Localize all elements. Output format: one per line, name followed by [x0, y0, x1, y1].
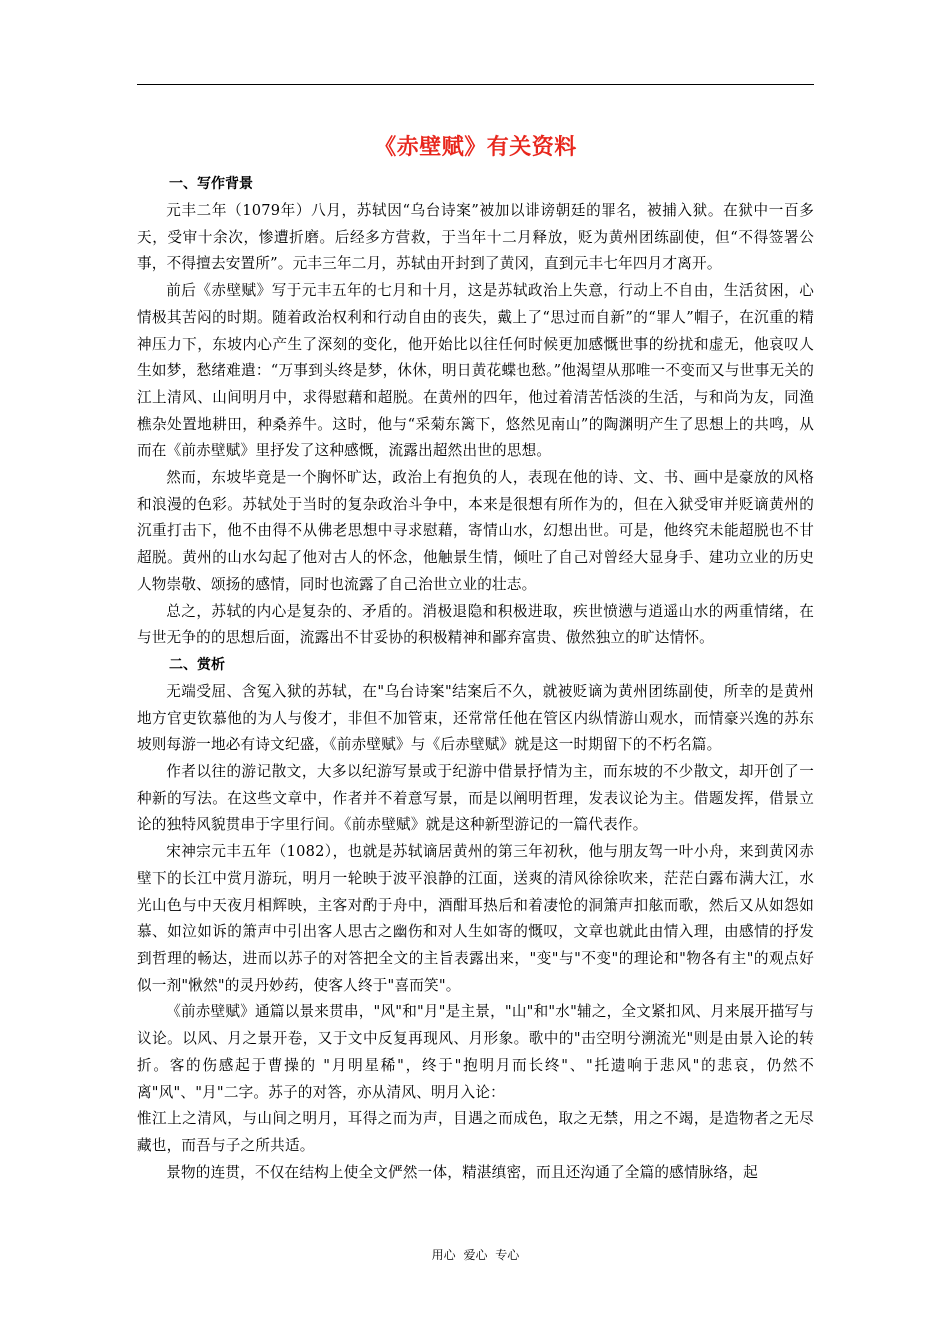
paragraph-background-3: 然而，东坡毕竟是一个胸怀旷达，政治上有抱负的人，表现在他的诗、文、书、画中是豪放的风格和浪漫的色彩。苏轼处于当时的复杂政治斗争中，本来是很想有所作为的，但在入狱受审并贬谪黄州的沉重打击下，他不由得不从佛老思想中寻求慰藉，寄情山水，幻想出世。可是，他终究未能超脱也不甘超脱。黄州的山水勾起了他对古人的怀念，他触景生情，倾吐了自己对曾经大显身手、建功立业的历史人物崇敬、颂扬的感情，同时也流露了自己治世立业的壮志。: [137, 469, 814, 593]
paragraph-background-4: 总之，苏轼的内心是复杂的、矛盾的。消极退隐和积极进取，疾世愤懑与逍遥山水的两重情绪，在与世无争的的思想后面，流露出不甘妥协的积极精神和鄙弃富贵、傲然独立的旷达情怀。: [137, 602, 814, 647]
paragraph-appreciation-4: 《前赤壁赋》通篇以景来贯串，"风"和"月"是主景，"山"和"水"辅之，全文紧扣风、月来展开描写与议论。以风、月之景开卷，又于文中反复再现风、月形象。歌中的"击空明兮溯流光"则是由景入论的转折。客的伤感起于曹操的 "月明星稀"，终于"抱明月而长终"、"托遗响于悲风"的悲哀，仍然不离"风"、"月"二字。苏子的对答，亦从清风、明月入论：: [137, 1003, 814, 1101]
paragraph-background-2: 前后《赤壁赋》写于元丰五年的七月和十月，这是苏轼政治上失意，行动上不自由，生活贫困，心情极其苦闷的时期。随着政治权利和行动自由的丧失，戴上了“思过而自新”的“罪人”帽子，在沉重的精神压力下，东坡内心产生了深刻的变化，他开始比以往任何时候更加感慨世事的纷扰和虚无，他哀叹人生如梦，愁绪难遣：“万事到头终是梦，休休，明日黄花蝶也愁。”他渴望从那唯一不变而又与世事无关的江上清风、山间明月中，求得慰藉和超脱。在黄州的四年，他过着清苦恬淡的生活，与和尚为友，同渔樵杂处置地耕田，种桑养牛。这时，他与“采菊东篱下，悠然见南山”的陶渊明产生了思想上的共鸣，从而在《前赤壁赋》里抒发了这种感慨，流露出超然出世的思想。: [137, 282, 814, 460]
document-body: [137, 171, 814, 1186]
page-footer: 用心 爱心 专心: [431, 1248, 520, 1262]
header-rule: [137, 84, 814, 85]
section-heading-background: 一、写作背景: [169, 176, 253, 192]
paragraph-appreciation-1: 无端受屈、含冤入狱的苏轼，在"乌台诗案"结案后不久，就被贬谪为黄州团练副使，所幸的是黄州地方官吏钦慕他的为人与俊才，非但不加管束，还常常任他在管区内纵情游山观水，而情豪兴逸的苏东坡则每游一地必有诗文纪盛，《前赤壁赋》与《后赤壁赋》就是这一时期留下的不朽名篇。: [137, 682, 814, 754]
closing-paragraph: 景物的连贯，不仅在结构上使全文俨然一体，精湛缜密，而且还沟通了全篇的感情脉络，起: [166, 1163, 758, 1181]
quoted-passage: 惟江上之清风，与山间之明月，耳得之而为声，目遇之而成色，取之无禁，用之不竭，是造物者之无尽藏也，而吾与子之所共适。: [137, 1110, 814, 1154]
paragraph-appreciation-2: 作者以往的游记散文，大多以纪游写景或于纪游中借景抒情为主，而东坡的不少散文，却开创了一种新的写法。在这些文章中，作者并不着意写景，而是以阐明哲理，发表议论为主。借题发挥，借景立论的独特风貌贯串于字里行间。《前赤壁赋》就是这种新型游记的一篇代表作。: [137, 763, 814, 834]
section-heading-appreciation: 二、赏析: [169, 656, 225, 673]
paragraph-appreciation-3: 宋神宗元丰五年（1082），也就是苏轼谪居黄州的第三年初秋，他与朋友驾一叶小舟，来到黄冈赤壁下的长江中赏月游玩，明月一轮映于波平浪静的江面，送爽的清风徐徐吹来，茫茫白露布满大江，水光山色与中天夜月相辉映，主客对酌于舟中，酒酣耳热后和着凄怆的洞箫声扣舷而歌，然后又从如怨如慕、如泣如诉的箫声中引出客人思古之幽伤和对人生如寄的慨叹，文章也就此由情入理，由感情的抒发到哲理的畅达，进而以苏子的对答把全文的主旨表露出来，"变"与"不变"的理论和"物各有主"的观点好似一剂"愀然"的灵丹妙药，使客人终于"喜而笑"。: [137, 843, 814, 994]
document-title: 《赤壁赋》有关资料: [374, 135, 577, 160]
paragraph-background-1: 元丰二年（1079年）八月，苏轼因“乌台诗案”被加以诽谤朝廷的罪名，被捕入狱。在狱中一百多天，受审十余次，惨遭折磨。后经多方营救，于当年十二月释放，贬为黄州团练副使，但“不得签署公事，不得擅去安置所”。元丰三年二月，苏轼由开封到了黄冈，直到元丰七年四月才离开。: [137, 202, 814, 273]
